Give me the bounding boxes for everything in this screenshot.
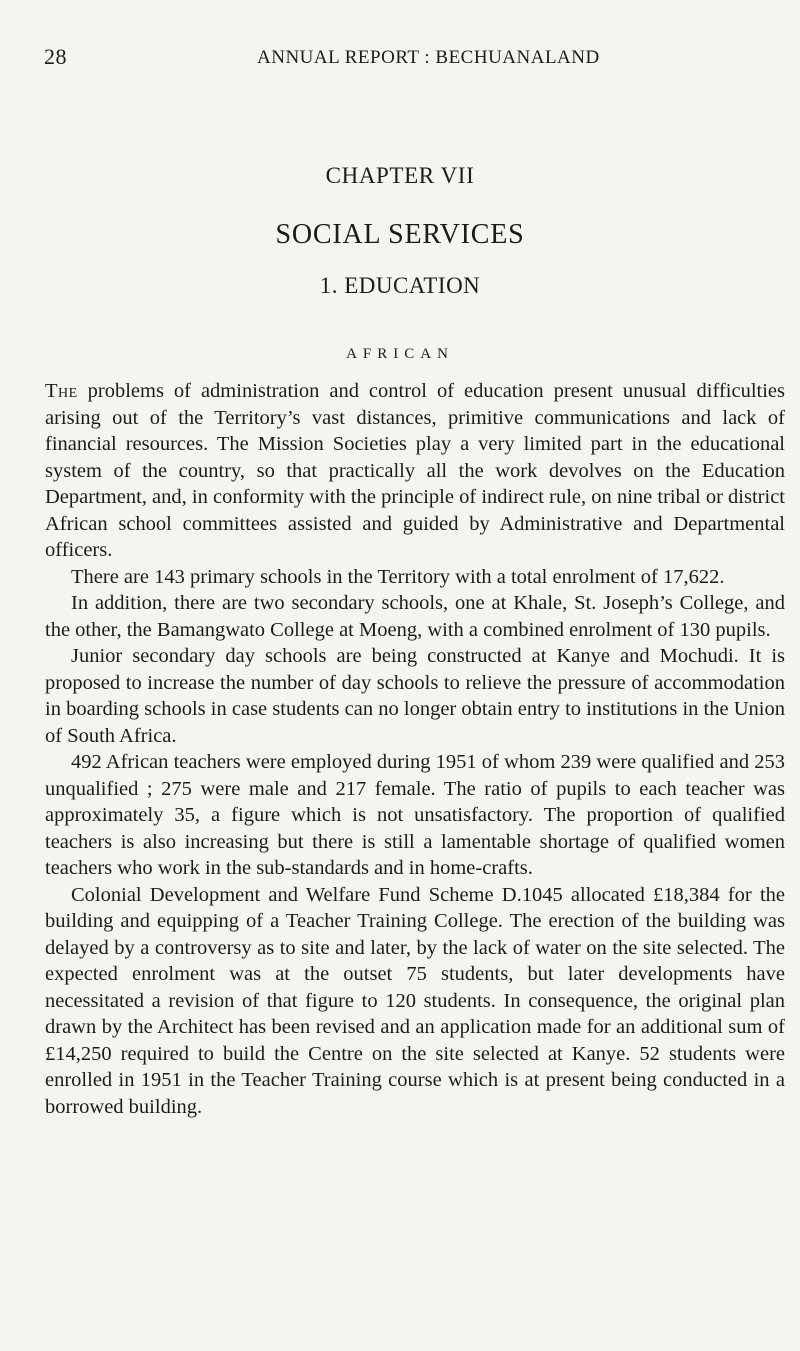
paragraph-problems-text: problems of administration and control of education present unusual difficulties arising out of the Territory’s vast distances, primitive communications and lack of financial resources. The Mission Societies play a very limited part in the educational system of the country, so that practically all the work devolves on the Education Department, and, in conformity with the principle of indirect rule, on nine tribal or district African school committees assisted and guided by Administrative and Departmental officers. bbox=[45, 380, 785, 561]
section-title: SOCIAL SERVICES bbox=[275, 219, 525, 250]
paragraph-junior-secondary: Junior secondary day schools are being constructed at Kanye and Mochudi. It is proposed to increase the number of day schools to relieve the pressure of accommodation in boarding schools in case students can no longer obtain entry to institutions in the Union of South Africa. bbox=[45, 645, 785, 747]
body-text bbox=[45, 378, 785, 1120]
paragraph-teachers: 492 African teachers were employed during 1951 of whom 239 were qualified and 253 unqualified ; 275 were male and 217 female. The ratio of pupils to each teacher was approximately 35, a figure which is not unsatisfactory. The proportion of qualified teachers is also increasing but there is still a lamentable shortage of qualified women teachers who work in the sub-standards and in home-crafts. bbox=[45, 751, 785, 879]
paragraph-secondary-schools: In addition, there are two secondary schools, one at Khale, St. Joseph’s College, and the other, the Bamangwato College at Moeng, with a combined enrolment of 130 pupils. bbox=[45, 592, 785, 641]
paragraph-training-college: Colonial Development and Welfare Fund Scheme D.1045 allocated £18,384 for the building and equipping of a Teacher Training College. The erection of the building was delayed by a controversy as to site and later, by the lack of water on the site selected. The expected enrolment was at the outset 75 students, but later developments have necessitated a revision of that figure to 120 students. In consequence, the original plan drawn by the Architect has been revised and an application made for an additional sum of £14,250 required to build the Centre on the site selected at Kanye. 52 students were enrolled in 1951 in the Teacher Training course which is at present being conducted in a borrowed building. bbox=[45, 883, 785, 1118]
chapter-heading: CHAPTER VII bbox=[325, 163, 475, 188]
page-header bbox=[44, 44, 784, 78]
running-head: ANNUAL REPORT : BECHUANALAND bbox=[257, 47, 600, 68]
subsection-heading: 1. EDUCATION bbox=[319, 273, 481, 298]
paragraph-problems bbox=[45, 378, 785, 564]
subheading-african: AFRICAN bbox=[346, 346, 454, 362]
paragraph-primary-schools: There are 143 primary schools in the Territory with a total enrolment of 17,622. bbox=[71, 565, 725, 588]
page-number: 28 bbox=[44, 44, 67, 69]
paragraph-lead-word: The bbox=[45, 380, 78, 402]
